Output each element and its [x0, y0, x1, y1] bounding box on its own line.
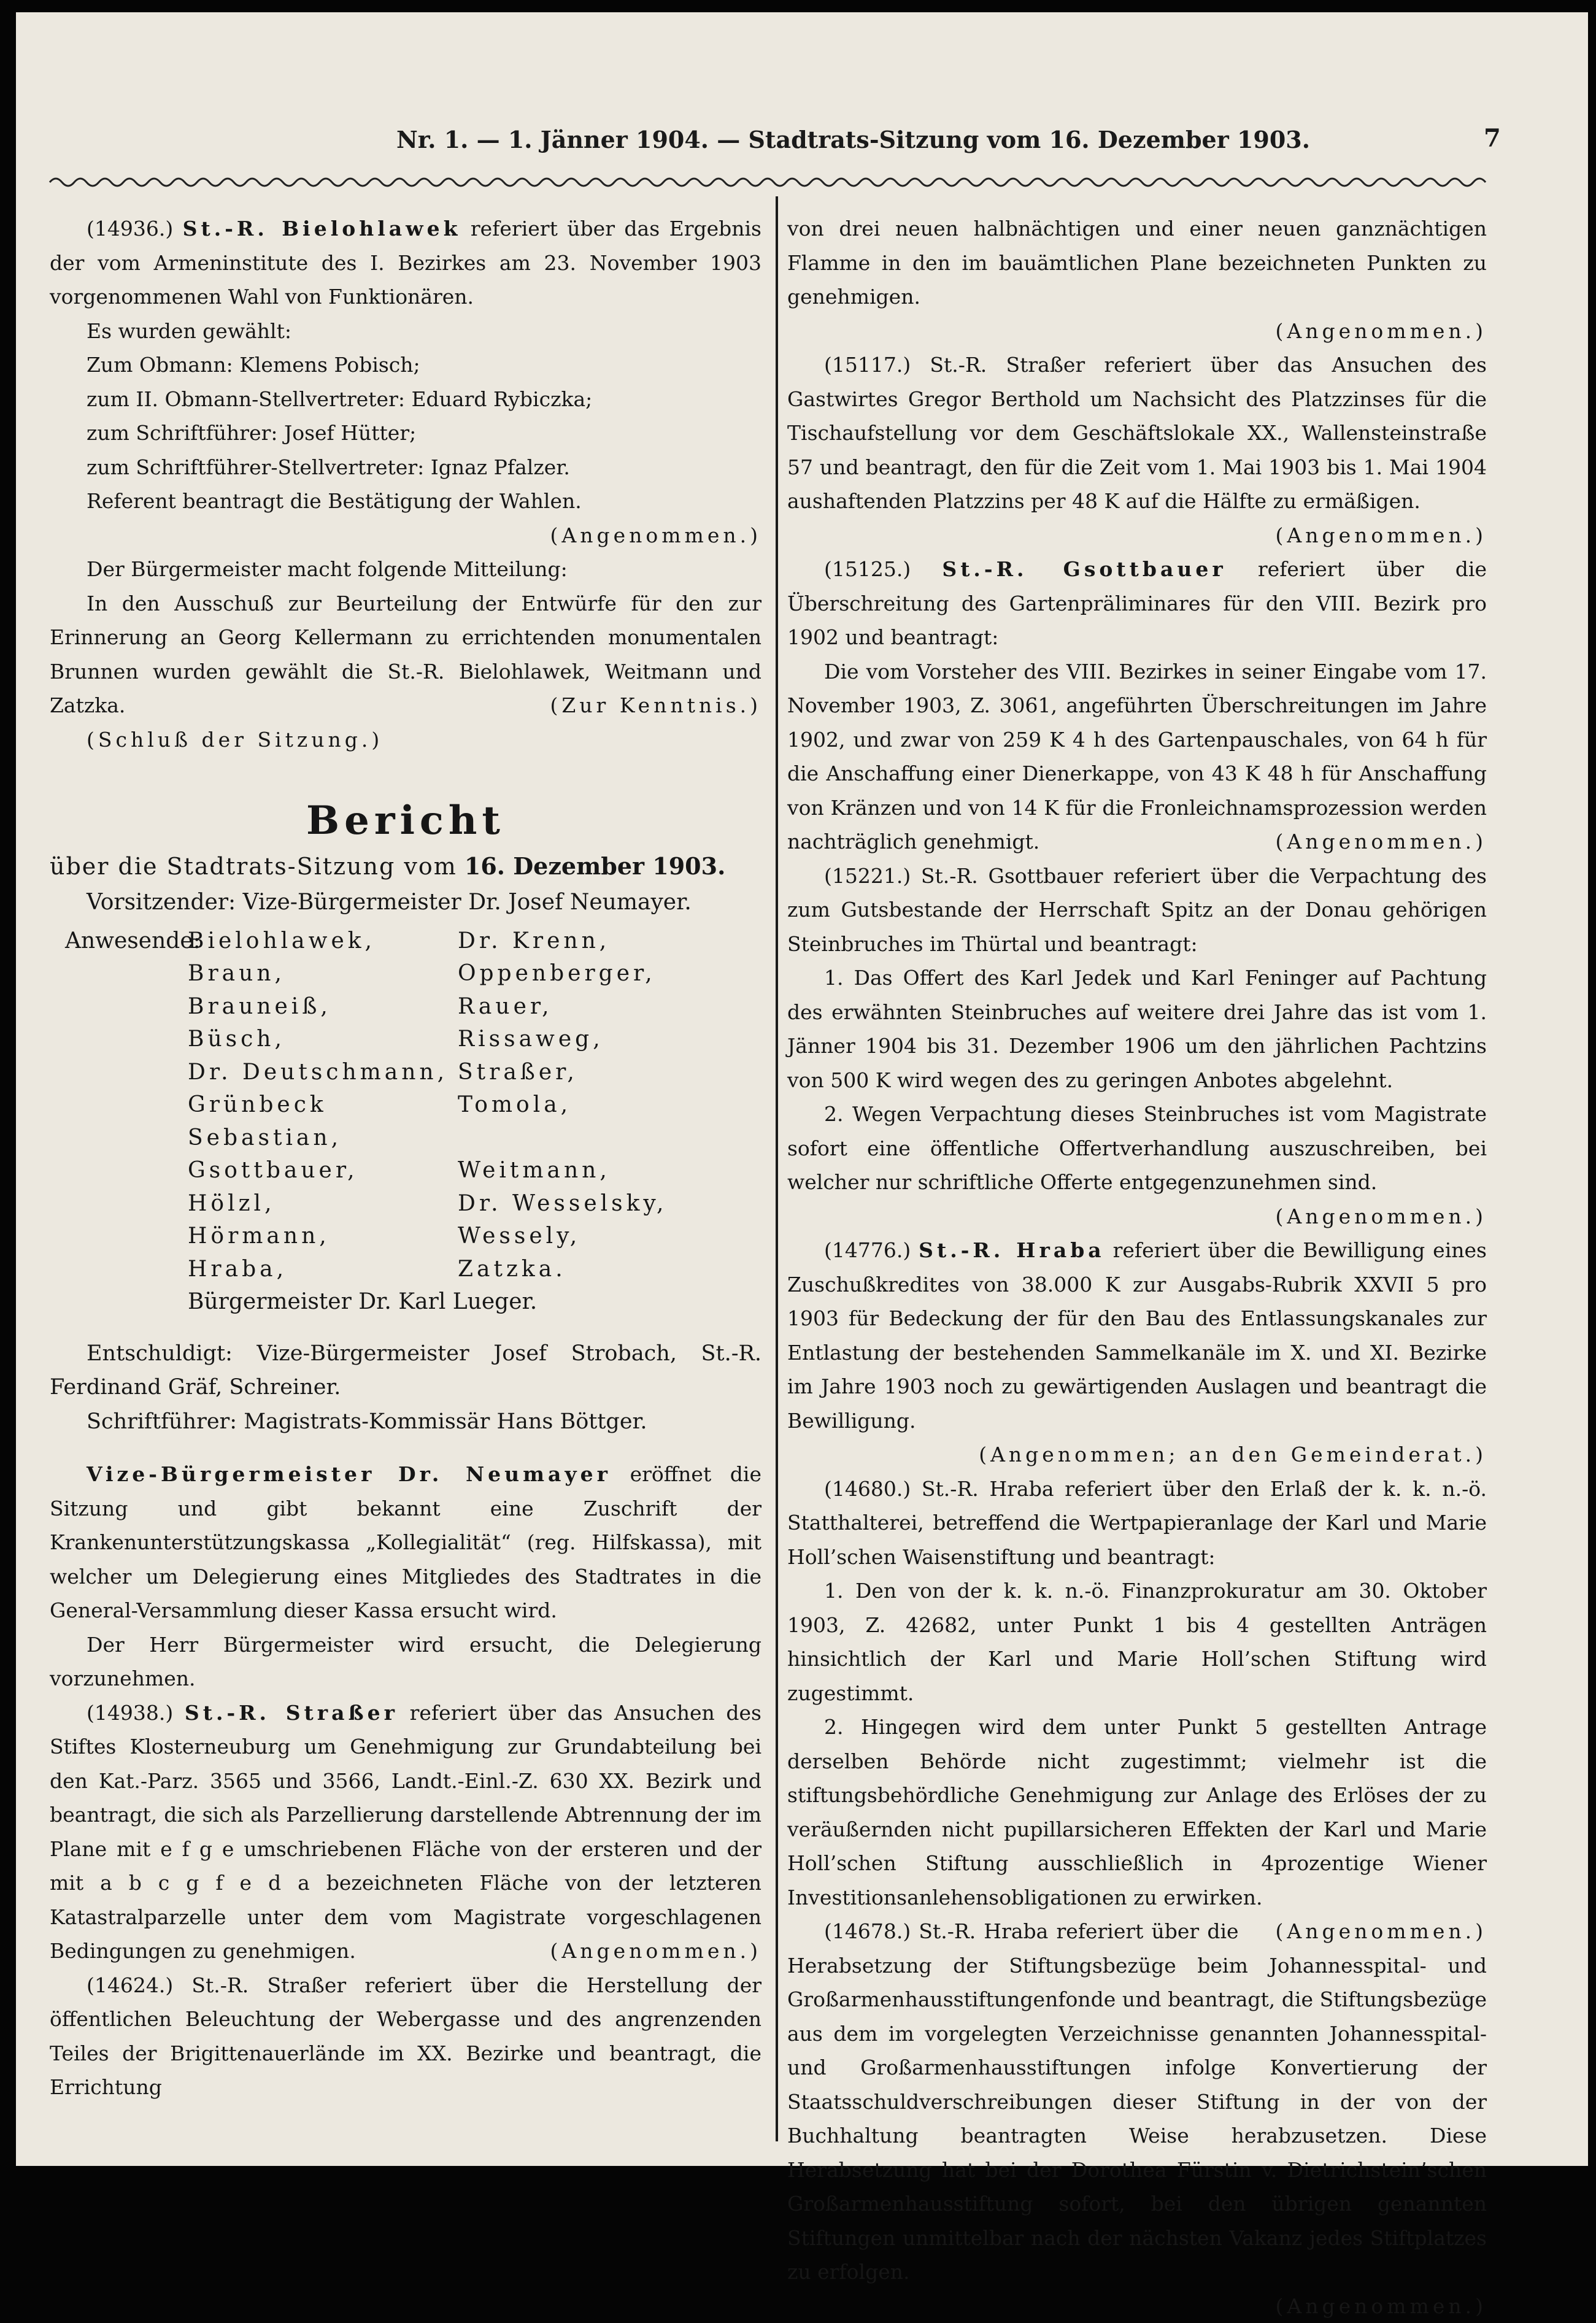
- mayor-announcement: Der Bürgermeister macht folgende Mitteilung:: [50, 552, 761, 587]
- attendee: Wessely,: [458, 1220, 703, 1253]
- item-15125: (15125.) St.-R. Gsottbauer referiert über die Überschreitung des Gartenpräliminares für den VIII. Bezirk pro 1902 und beantragt:: [787, 552, 1487, 655]
- attendee: Dr. Deutschmann,: [188, 1056, 458, 1089]
- item-15221-point-1: 1. Das Offert des Karl Jedek und Karl Feninger auf Pachtung des erwähnten Steinbruches auf weitere drei Jahre das ist vom 1. Jänner 1904 bis 31. Dezember 1906 um den jährlichen Pachtzins von 500 K wird wegen des zu geringen Anbotes abgelehnt.: [787, 961, 1487, 1097]
- resolution: (Angenommen.): [50, 518, 761, 553]
- attendee: Rauer,: [458, 990, 703, 1023]
- elected-intro: Es wurden gewählt:: [50, 314, 761, 349]
- resolution: (Angenommen.): [787, 2289, 1487, 2323]
- attendee: Hölzl,: [188, 1187, 458, 1220]
- attendee: Oppenberger,: [458, 957, 703, 990]
- item-14678: (14678.) St.-R. Hraba referiert über die Herabsetzung der Stiftungsbezüge beim Johannesspital- und Großarmenhausstiftungenfonde und beantragt, die Stiftungsbezüge aus dem im vorgelegten Verzeichnisse genannten Johannesspital- und Großarmenhausstiftungen infolge Konvertierung der Staatsschuldverschreibungen dieser Stiftung in der von der Buchhaltung beantragten Weise herabzusetzen. Diese Herabsetzung hat bei der Dorothea Fürstin v. Dietrichstein’schen Großarmenhausstiftung sofort, bei den übrigen genannten Stiftungen unmittelbar nach der nächsten Vakanz jedes Stiftplatzes zu erfolgen.: [787, 1914, 1487, 2289]
- page-number: 7: [1484, 124, 1501, 153]
- opening-item: Vize-Bürgermeister Dr. Neumayer eröffnet die Sitzung und gibt bekannt eine Zuschrift der Krankenunterstützungskassa „Kollegialität“ (reg. Hilfskassa), mit welcher um Delegierung eines Mitgliedes des Stadtrates in die General-Versammlung dieser Kassa ersucht wird.: [50, 1457, 761, 1628]
- resolution: (Angenommen.): [787, 518, 1487, 553]
- item-14680-point-1: 1. Den von der k. k. n.-ö. Finanzprokuratur am 30. Oktober 1903, Z. 42682, unter Punkt 1 bis 4 gestellten Anträgen hinsichtlich der Karl und Marie Holl’schen Stiftung wird zugestimmt.: [787, 1574, 1487, 1710]
- attendee: Tomola,: [458, 1088, 703, 1154]
- resolution: (Angenommen.): [787, 314, 1487, 349]
- referent-motion: Referent beantragt die Bestätigung der Wahlen.: [50, 484, 761, 518]
- attendee: Straßer,: [458, 1056, 703, 1089]
- attendee: Dr. Krenn,: [458, 925, 703, 958]
- running-header: Nr. 1. — 1. Jänner 1904. — Stadtrats-Sitzung vom 16. Dezember 1903.: [396, 126, 1532, 153]
- attendee: Zatzka.: [458, 1253, 703, 1286]
- delegation-note: Der Herr Bürgermeister wird ersucht, die Delegierung vorzunehmen.: [50, 1628, 761, 1696]
- item-14938: (14938.) St.-R. Straßer referiert über das Ansuchen des Stiftes Klosterneuburg um Genehmigung zur Grundabteilung bei den Kat.-Parz. 3565 und 3566, Landt.-Einl.-Z. 630 XX. Bezirk und beantragt, die sich als Parzellierung darstellende Abtrennung der im Plane mit e f g e umschriebenen Fläche von der ersteren und der mit a b c g f e d a bezeichneten Fläche von der letzteren Katastralparzelle unter dem vom Magistrate vorgeschlagenen Bedingungen zu genehmigen. (Angenommen.): [50, 1696, 761, 1968]
- committee-notice: In den Ausschuß zur Beurteilung der Entwürfe für den zur Erinnerung an Georg Kellermann zu errichtenden monumentalen Brunnen wurden gewählt die St.-R. Bielohlawek, Weitmann und Zatzka. (Zur Kenntnis.): [50, 587, 761, 723]
- item-14776: (14776.) St.-R. Hraba referiert über die Bewilligung eines Zuschußkredites von 38.000 K zur Ausgabs-Rubrik XXVII 5 pro 1903 für Bedeckung der für den Bau des Entlassungskanales zur Entlastung der bestehenden Sammelkanäle im X. und XI. Bezirke im Jahre 1903 noch zu gewärtigenden Auslagen und beantragt die Bewilligung.: [787, 1233, 1487, 1438]
- recorder-line: Schriftführer: Magistrats-Kommissär Hans Böttger.: [50, 1405, 761, 1439]
- attendee: Braun,: [188, 957, 458, 990]
- item-15117: (15117.) St.-R. Straßer referiert über das Ansuchen des Gastwirtes Gregor Berthold um Nachsicht des Platzzinses für die Tischaufstellung vor dem Geschäftslokale XX., Wallensteinstraße 57 und beantragt, den für die Zeit vom 1. Mai 1903 bis 1. Mai 1904 aushaftenden Platzzins per 48 K auf die Hälfte zu ermäßigen.: [787, 348, 1487, 518]
- item-14624-cont: von drei neuen halbnächtigen und einer neuen ganznächtigen Flamme in den im bauämtlichen Plane bezeichneten Punkten zu genehmigen.: [787, 212, 1487, 314]
- excused-line: Entschuldigt: Vize-Bürgermeister Josef Strobach, St.-R. Ferdinand Gräf, Schreiner.: [50, 1337, 761, 1405]
- attendee: Brauneiß,: [188, 990, 458, 1023]
- attendee: Hörmann,: [188, 1220, 458, 1253]
- attendee: Büsch,: [188, 1023, 458, 1056]
- attendance-list: [65, 925, 761, 1319]
- elected-secretary: zum Schriftführer: Josef Hütter;: [50, 416, 761, 450]
- item-14624: (14624.) St.-R. Straßer referiert über die Herstellung der öffentlichen Beleuchtung der Webergasse und des angrenzenden Teiles der Brigittenauerlände im XX. Bezirke und beantragt, die Errichtung: [50, 1968, 761, 2105]
- elected-deputy: zum II. Obmann-Stellvertreter: Eduard Rybiczka;: [50, 382, 761, 417]
- item-14936: (14936.) St.-R. Bielohlawek referiert über das Ergebnis der vom Armeninstitute des I. Bezirkes am 23. November 1903 vorgenommenen Wahl von Funktionären.: [50, 212, 761, 314]
- elected-chair: Zum Obmann: Klemens Pobisch;: [50, 348, 761, 382]
- item-15125-detail: Die vom Vorsteher des VIII. Bezirkes in seiner Eingabe vom 17. November 1903, Z. 3061, angeführten Überschreitungen im Jahre 1902, und zwar von 259 K 4 h des Gartenpauschales, von 64 h für die Anschaffung einer Dienerkappe, von 43 K 48 h für Anschaffung von Kränzen und von 14 K für die Fronleichnamsprozession werden nachträglich genehmigt. (Angenommen.): [787, 655, 1487, 859]
- left-column: [50, 212, 761, 2105]
- item-15221: (15221.) St.-R. Gsottbauer referiert über die Verpachtung des zum Gutsbestande der Herrschaft Spitz an der Donau gehörigen Steinbruches im Thürtal und beantragt:: [787, 859, 1487, 961]
- attendee: Hraba,: [188, 1253, 458, 1286]
- item-14680-point-2: 2. Hingegen wird dem unter Punkt 5 gestellten Antrage derselben Behörde nicht zugestimmt; vielmehr ist die stiftungsbehördliche Genehmigung zur Anlage des Erlöses der zu veräußernden nicht pupillarsicheren Effekten der Karl und Marie Holl’schen Stiftung ausschließlich in 4prozentige Wiener Investitionsanlehensobligationen zu erwirken. (Angenommen.): [787, 1710, 1487, 1914]
- report-subtitle: über die Stadtrats-Sitzung vom 16. Dezember 1903.: [50, 847, 761, 885]
- item-14680: (14680.) St.-R. Hraba referiert über den Erlaß der k. k. n.-ö. Statthalterei, betreffend die Wertpapieranlage der Karl und Marie Holl’schen Waisenstiftung und beantragt:: [787, 1472, 1487, 1574]
- right-column: [787, 212, 1487, 2323]
- attendee: Grünbeck Sebastian,: [188, 1088, 458, 1154]
- present-label: Anwesende:: [65, 925, 188, 958]
- elected-deputy-secretary: zum Schriftführer-Stellvertreter: Ignaz Pfalzer.: [50, 450, 761, 485]
- item-15221-point-2: 2. Wegen Verpachtung dieses Steinbruches ist vom Magistrate sofort eine öffentliche Offertverhandlung auszuschreiben, bei welcher nur schriftliche Offerte entgegenzunehmen sind.: [787, 1097, 1487, 1200]
- attendee: Rissaweg,: [458, 1023, 703, 1056]
- attendee: Bielohlawek,: [188, 925, 458, 958]
- attendee: Weitmann,: [458, 1154, 703, 1187]
- attendee: Gsottbauer,: [188, 1154, 458, 1187]
- resolution: (Angenommen.): [787, 1200, 1487, 1234]
- session-close: (Schluß der Sitzung.): [50, 723, 761, 757]
- attendee-mayor: Bürgermeister Dr. Karl Lueger.: [188, 1285, 703, 1319]
- attendee: Dr. Wesselsky,: [458, 1187, 703, 1220]
- resolution: (Angenommen; an den Gemeinderat.): [787, 1438, 1487, 1472]
- scanned-page: [16, 12, 1588, 2166]
- report-title: Bericht: [50, 799, 761, 842]
- column-divider: [776, 196, 778, 2141]
- chair-line: Vorsitzender: Vize-Bürgermeister Dr. Josef Neumayer.: [50, 885, 761, 920]
- wavy-rule: [50, 173, 1486, 191]
